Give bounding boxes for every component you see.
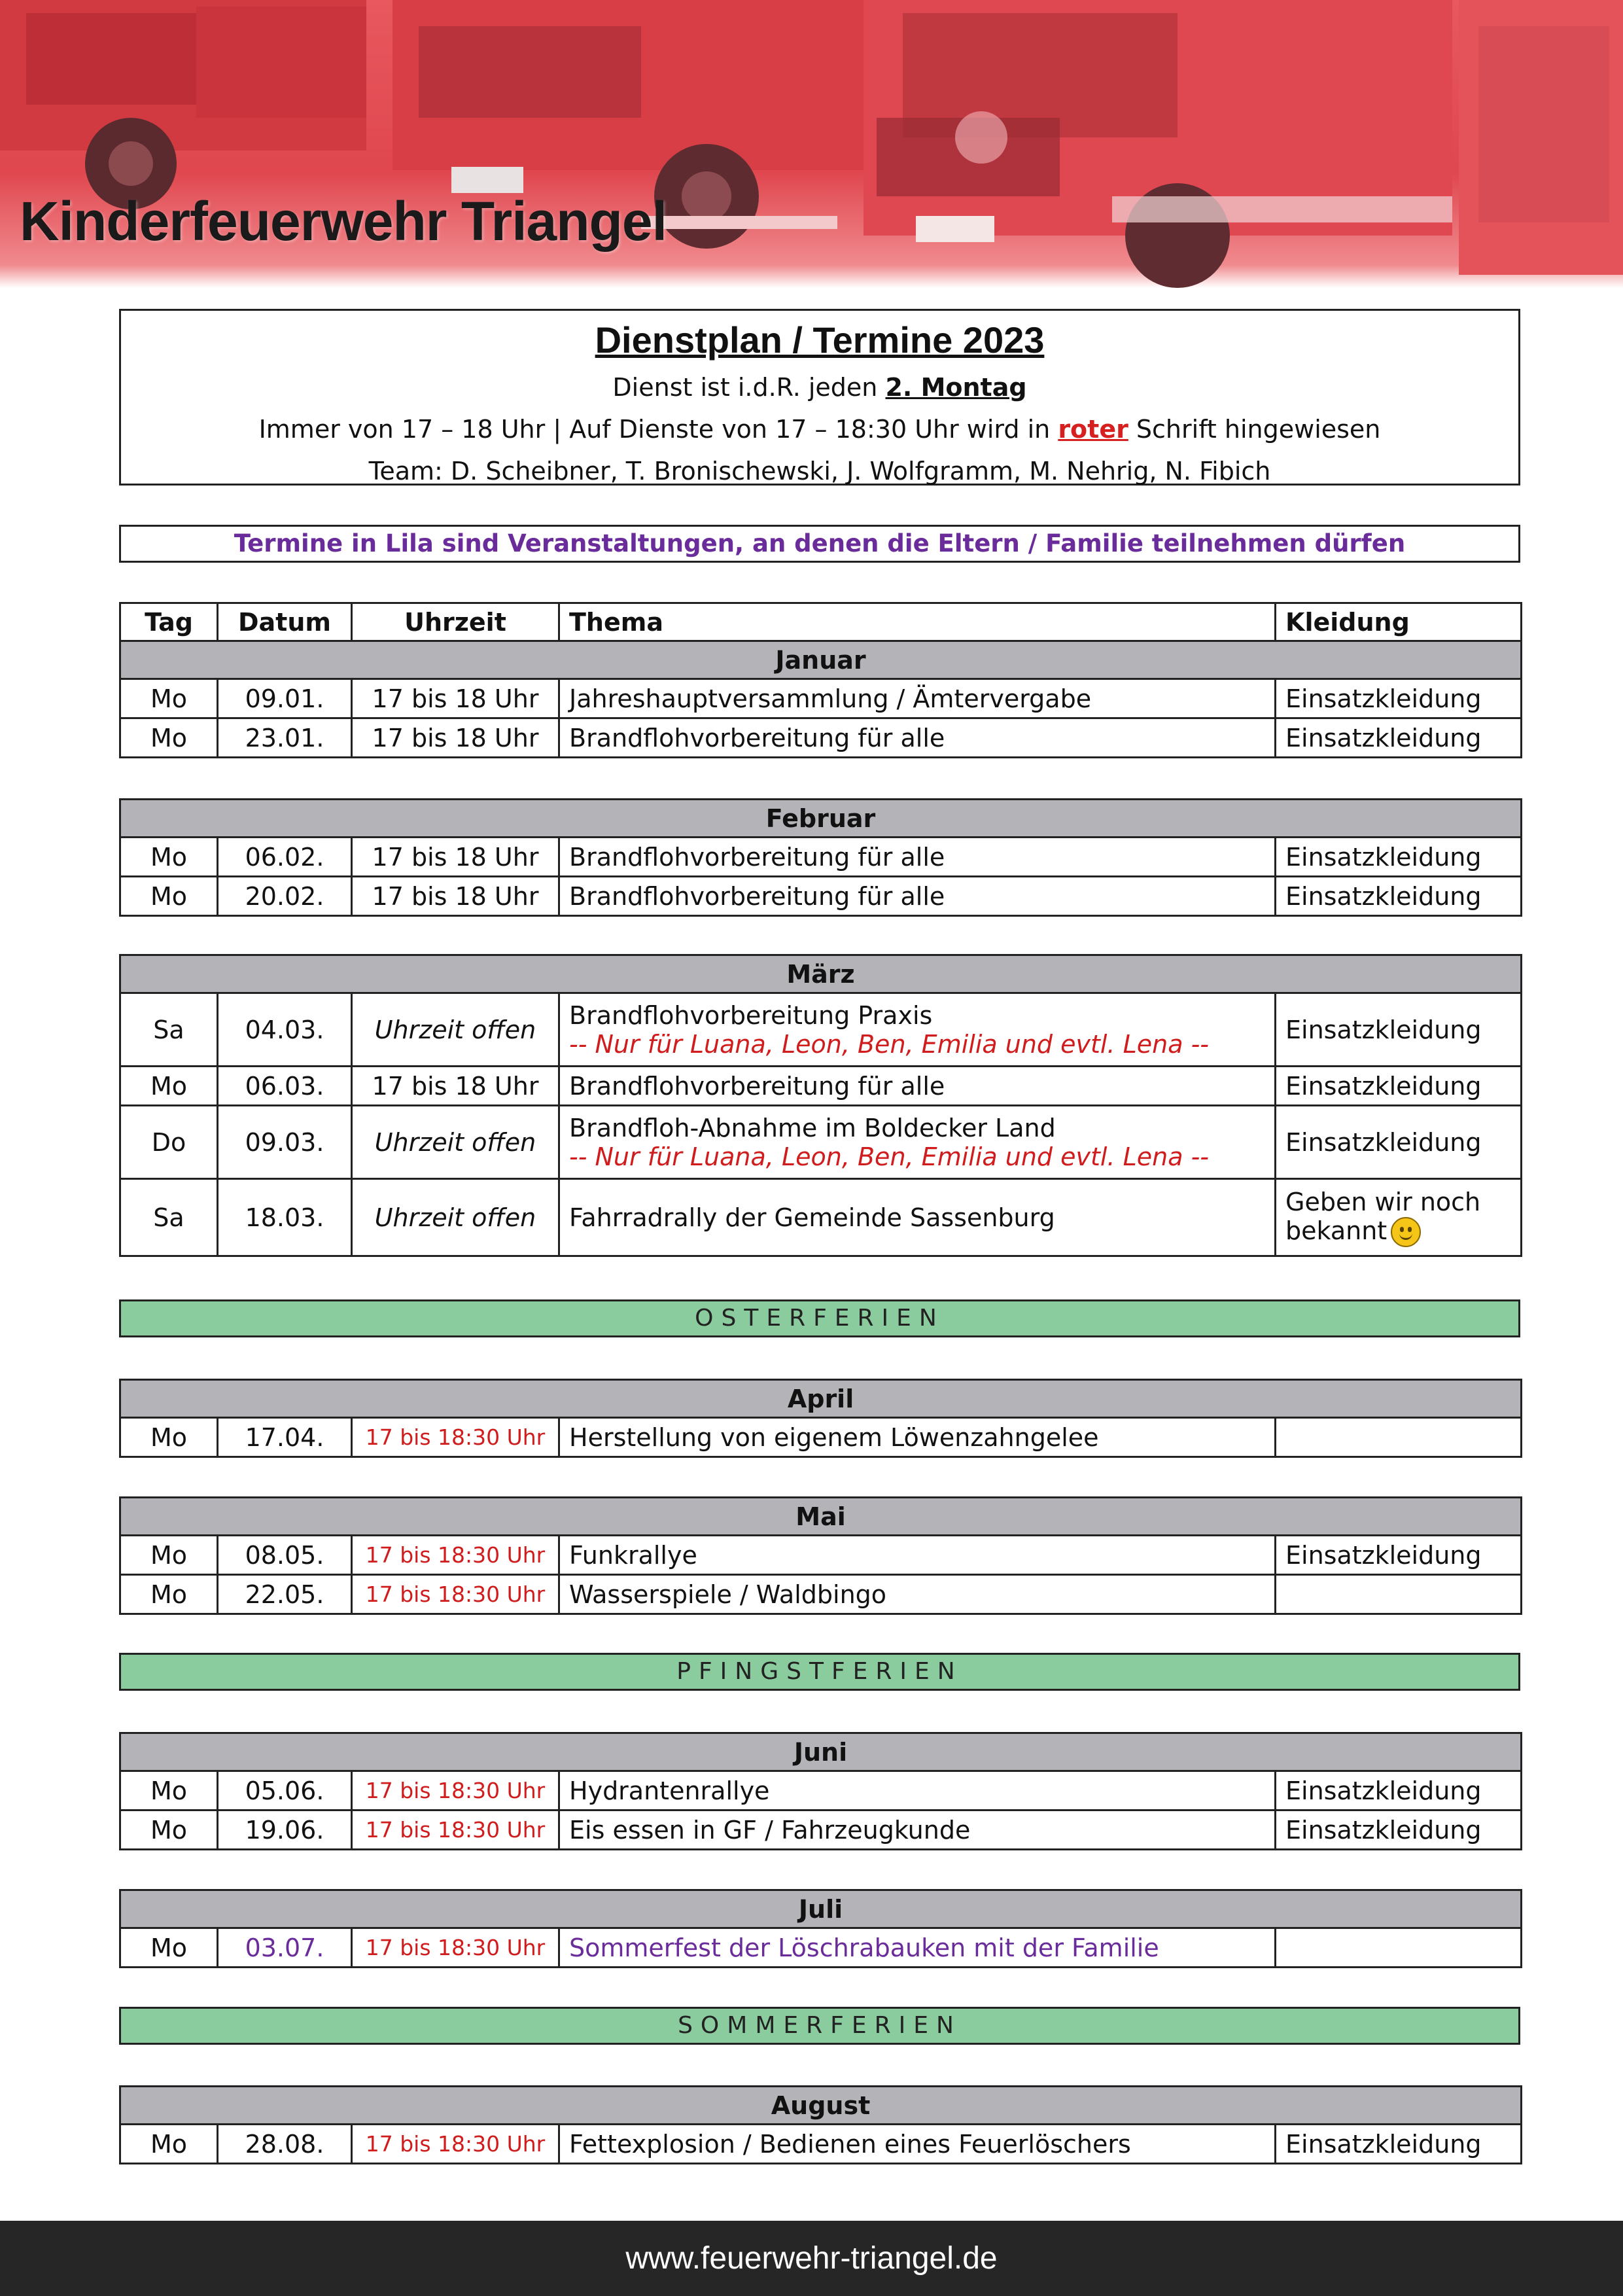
month-maerz: März: [120, 955, 1522, 993]
col-kleidung: Kleidung: [1276, 603, 1522, 641]
smiley-icon: [1391, 1217, 1421, 1247]
table-juli: [119, 1889, 1522, 1968]
table-row: Mo 03.07. 17 bis 18:30 Uhr Sommerfest der Löschrabauken mit der Familie: [120, 1928, 1522, 1968]
intro-line-2-red: roter: [1058, 415, 1128, 444]
restriction-note: -- Nur für Luana, Leon, Ben, Emilia und evtl. Lena --: [569, 1029, 1210, 1059]
month-februar: Februar: [120, 800, 1522, 838]
table-februar: [119, 798, 1522, 917]
intro-line-2: Immer von 17 – 18 Uhr | Auf Dienste von 17 – 18:30 Uhr wird in roter Schrift hingewiesen: [258, 415, 1381, 444]
col-datum: Datum: [218, 603, 352, 641]
lila-note: Termine in Lila sind Veranstaltungen, an denen die Eltern / Familie teilnehmen dürfen: [119, 525, 1520, 563]
table-row: Mo 19.06. 17 bis 18:30 Uhr Eis essen in GF / Fahrzeugkunde Einsatzkleidung: [120, 1810, 1522, 1850]
table-april: [119, 1379, 1522, 1458]
intro-line-1-bold: 2. Montag: [885, 373, 1027, 402]
col-tag: Tag: [120, 603, 218, 641]
table-juni: [119, 1732, 1522, 1850]
banner-title: Kinderfeuerwehr Triangel: [20, 190, 667, 252]
page-title: Dienstplan / Termine 2023: [595, 319, 1045, 361]
table-row: Mo 06.02. 17 bis 18 Uhr Brandflohvorbereitung für alle Einsatzkleidung: [120, 838, 1522, 877]
table-august: [119, 2085, 1522, 2164]
intro-line-1: Dienst ist i.d.R. jeden 2. Montag: [612, 373, 1027, 402]
table-row: Mo 08.05. 17 bis 18:30 Uhr Funkrallye Einsatzkleidung: [120, 1536, 1522, 1575]
month-mai: Mai: [120, 1498, 1522, 1536]
table-row: Mo 23.01. 17 bis 18 Uhr Brandflohvorbereitung für alle Einsatzkleidung: [120, 718, 1522, 758]
month-januar: Januar: [120, 641, 1522, 679]
table-row: Mo 22.05. 17 bis 18:30 Uhr Wasserspiele / Waldbingo: [120, 1575, 1522, 1614]
table-row: Mo 06.03. 17 bis 18 Uhr Brandflohvorbereitung für alle Einsatzkleidung: [120, 1067, 1522, 1106]
table-header: [120, 603, 1522, 641]
table-row: Mo 28.08. 17 bis 18:30 Uhr Fettexplosion / Bedienen eines Feuerlöschers Einsatzkleidung: [120, 2125, 1522, 2164]
header-banner: [0, 0, 1623, 288]
col-thema: Thema: [559, 603, 1276, 641]
table-row: Mo 17.04. 17 bis 18:30 Uhr Herstellung von eigenem Löwenzahngelee: [120, 1418, 1522, 1457]
holiday-sommerferien: SOMMERFERIEN: [119, 2007, 1520, 2045]
table-mai: [119, 1496, 1522, 1615]
table-row: Do 09.03. Uhrzeit offen Brandfloh-Abnahme im Boldecker Land -- Nur für Luana, Leon, Ben, Emilia und evtl. Lena -- Einsatzkleidung: [120, 1106, 1522, 1179]
table-row: Mo 09.01. 17 bis 18 Uhr Jahreshauptversammlung / Ämtervergabe Einsatzkleidung: [120, 679, 1522, 718]
month-juli: Juli: [120, 1890, 1522, 1928]
table-row: Sa 18.03. Uhrzeit offen Fahrradrally der Gemeinde Sassenburg Geben wir noch bekannt: [120, 1179, 1522, 1256]
restriction-note: -- Nur für Luana, Leon, Ben, Emilia und evtl. Lena --: [569, 1142, 1210, 1171]
table-row: Mo 20.02. 17 bis 18 Uhr Brandflohvorbereitung für alle Einsatzkleidung: [120, 877, 1522, 916]
month-april: April: [120, 1380, 1522, 1418]
holiday-pfingstferien: PFINGSTFERIEN: [119, 1653, 1520, 1691]
table-row: Mo 05.06. 17 bis 18:30 Uhr Hydrantenrallye Einsatzkleidung: [120, 1771, 1522, 1810]
col-uhrzeit: Uhrzeit: [352, 603, 559, 641]
team-line: Team: D. Scheibner, T. Bronischewski, J. Wolfgramm, M. Nehrig, N. Fibich: [368, 457, 1271, 486]
table-maerz: [119, 954, 1522, 1257]
holiday-osterferien: OSTERFERIEN: [119, 1299, 1520, 1337]
table-row: Sa 04.03. Uhrzeit offen Brandflohvorbereitung Praxis -- Nur für Luana, Leon, Ben, Emilia und evtl. Lena -- Einsatzkleidung: [120, 993, 1522, 1067]
intro-box: [119, 309, 1520, 486]
footer-url: www.feuerwehr-triangel.de: [0, 2221, 1623, 2296]
month-juni: Juni: [120, 1733, 1522, 1771]
month-august: August: [120, 2087, 1522, 2125]
table-januar: [119, 602, 1522, 758]
